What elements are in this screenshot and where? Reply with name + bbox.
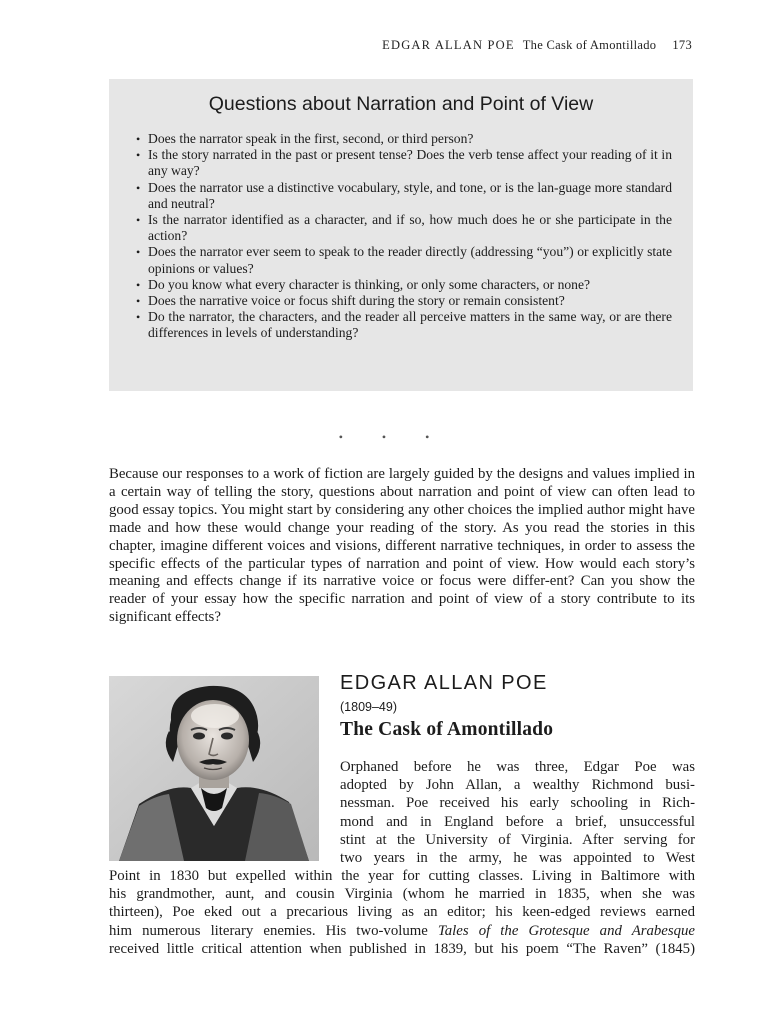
bio-line: received little critical attention when published in 1839, but his poem “The Raven” (1845): [109, 940, 695, 957]
question-item: • Does the narrator ever seem to speak to the reader directly (addressing “you”) or explicitly state opinions or values?: [136, 244, 672, 276]
story-title: The Cask of Amontillado: [340, 719, 554, 740]
author-portrait: [109, 676, 319, 861]
bio-line-part: him numerous literary enemies. His two-volume: [109, 922, 438, 939]
question-item: • Is the story narrated in the past or present tense? Does the verb tense affect your reading of it in any way?: [136, 147, 672, 179]
bio-line: mond and in England before a brief, unsuccessful: [340, 813, 695, 830]
question-item: • Does the narrator speak in the first, second, or third person?: [136, 131, 672, 147]
questions-box-title: Questions about Narration and Point of View: [208, 93, 594, 115]
portrait-image: [109, 676, 319, 861]
book-title-italic: Tales of the Grotesque and Arabesque: [437, 922, 695, 939]
section-separator: • • •: [338, 430, 448, 444]
author-dates: (1809–49): [340, 700, 397, 714]
running-head: [382, 38, 692, 53]
bio-line: his grandmother, aunt, and cousin Virginia (whom he married in 1835, when she was: [109, 886, 695, 903]
page-number: 173: [672, 38, 692, 52]
running-head-title: The Cask of Amontillado: [522, 38, 657, 52]
bio-text-beside-portrait: [340, 758, 695, 867]
body-paragraph: Because our responses to a work of fiction are largely guided by the designs and values implied in a certain way of telling the story, questions about narration and point of view can often lead to good essay topics. You might start by considering any other choices the implied author might have made and how these would change your reading of the story. As you read the stories in this chapter, imagine different voices and visions, different narrative techniques, in order to assess the specific effects of the particular types of narration and point of view. How would each story’s meaning and effects change if its narrative voice or focus were differ-ent? Can you show the reader of your essay how the specific narration and point of view of a story contribute to its significant effects?: [109, 466, 695, 626]
bio-line: thirteen), Poe eked out a precarious living as an editor; his keen-edged reviews earned: [109, 904, 695, 921]
question-item: • Do you know what every character is thinking, or only some characters, or none?: [136, 277, 672, 293]
bio-line: adopted by John Allan, a wealthy Richmond busi-: [340, 777, 695, 794]
questions-box: [109, 79, 693, 391]
author-name: EDGAR ALLAN POE: [340, 672, 548, 694]
questions-list: [136, 131, 672, 342]
bio-text-full-width: [109, 867, 695, 958]
question-item: • Do the narrator, the characters, and the reader all perceive matters in the same way, or are there differences in levels of understanding?: [136, 309, 672, 341]
bio-line: Point in 1830 but expelled within the year for cutting classes. Living in Baltimore with: [109, 868, 695, 884]
bio-line: Orphaned before he was three, Edgar Poe was: [340, 759, 695, 775]
bio-line-with-italic: [109, 922, 695, 940]
running-head-author: EDGAR ALLAN POE: [382, 38, 515, 52]
bio-line: two years in the army, he was appointed to West: [340, 850, 695, 867]
question-item: • Does the narrative voice or focus shift during the story or remain consistent?: [136, 293, 672, 309]
bio-line: stint at the University of Virginia. After serving for: [340, 831, 695, 848]
question-item: • Does the narrator use a distinctive vocabulary, style, and tone, or is the lan-guage more standard and neutral?: [136, 180, 672, 212]
bio-line: nessman. Poe received his early schooling in Rich-: [340, 795, 695, 812]
question-item: • Is the narrator identified as a character, and if so, how much does he or she participate in the action?: [136, 212, 672, 244]
